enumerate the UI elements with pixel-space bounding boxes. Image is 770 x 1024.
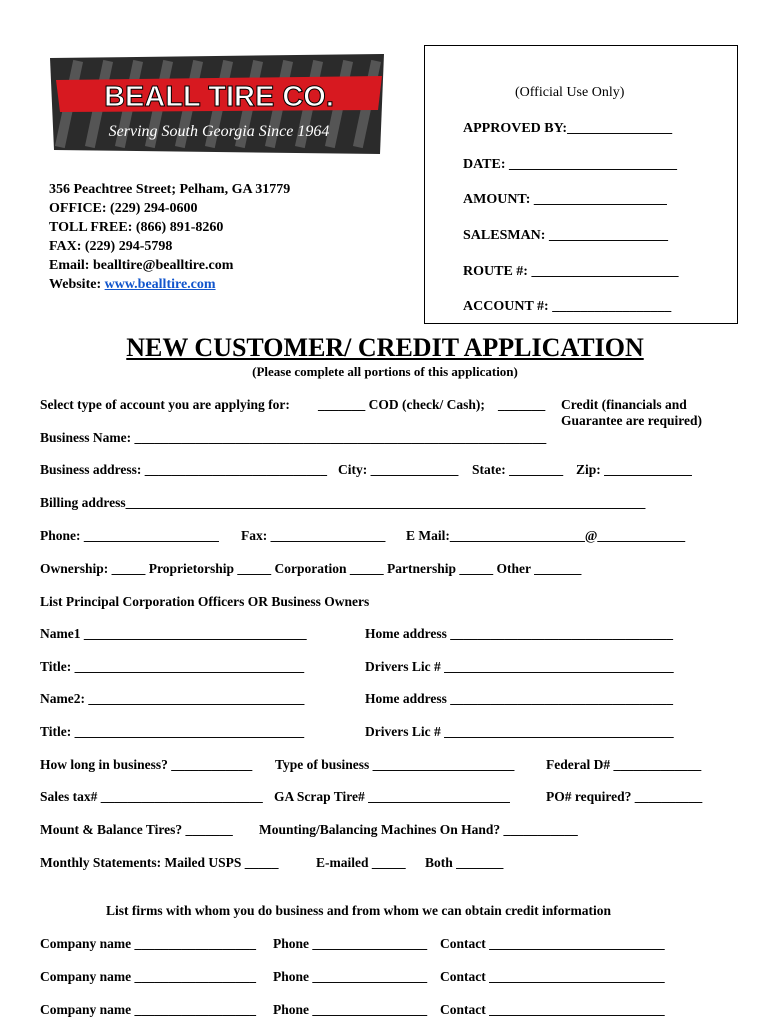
ga-scrap-field[interactable]: GA Scrap Tire# _____________________ bbox=[274, 789, 510, 804]
toll-free-text: TOLL FREE: (866) 891-8260 bbox=[49, 220, 224, 235]
zip-field[interactable]: Zip: _____________ bbox=[576, 462, 692, 477]
company1-contact-field[interactable]: Contact __________________________ bbox=[440, 936, 665, 951]
svg-text:Serving South Georgia Since 19: Serving South Georgia Since 1964 bbox=[108, 123, 330, 140]
type-of-business-field[interactable]: Type of business _____________________ bbox=[275, 757, 515, 772]
name1-field[interactable]: Name1 _________________________________ bbox=[40, 626, 307, 641]
federal-id-field[interactable]: Federal D# _____________ bbox=[546, 757, 702, 772]
phone-field[interactable]: Phone: ____________________ bbox=[40, 528, 219, 543]
company2-phone-field[interactable]: Phone _________________ bbox=[273, 969, 428, 984]
city-field[interactable]: City: _____________ bbox=[338, 462, 459, 477]
business-name-field[interactable]: Business Name: _____________________________________________________________ bbox=[40, 430, 547, 445]
website-line bbox=[49, 275, 290, 294]
page-subtitle: (Please complete all portions of this application) bbox=[252, 364, 518, 379]
machines-on-hand-field[interactable]: Mounting/Balancing Machines On Hand? ___________ bbox=[259, 822, 578, 837]
company2-contact-field[interactable]: Contact __________________________ bbox=[440, 969, 665, 984]
po-required-field[interactable]: PO# required? __________ bbox=[546, 789, 703, 804]
fax-text: FAX: (229) 294-5798 bbox=[49, 239, 173, 254]
office-phone-text: OFFICE: (229) 294-0600 bbox=[49, 201, 198, 216]
website-link[interactable]: www.bealltire.com bbox=[104, 277, 216, 292]
company2-name-field[interactable]: Company name __________________ bbox=[40, 969, 257, 984]
company3-contact-field[interactable]: Contact __________________________ bbox=[440, 1002, 665, 1017]
address-text: 356 Peachtree Street; Pelham, GA 31779 bbox=[49, 182, 291, 197]
drivers-lic1-field[interactable]: Drivers Lic # __________________________________ bbox=[365, 659, 674, 674]
company1-name-field[interactable]: Company name __________________ bbox=[40, 936, 257, 951]
how-long-field[interactable]: How long in business? ____________ bbox=[40, 757, 253, 772]
drivers-lic2-field[interactable]: Drivers Lic # __________________________________ bbox=[365, 724, 674, 739]
monthly-statements-field[interactable]: Monthly Statements: Mailed USPS _____ bbox=[40, 855, 279, 870]
officers-heading: List Principal Corporation Officers OR Business Owners bbox=[40, 594, 370, 609]
both-field[interactable]: Both _______ bbox=[425, 855, 504, 870]
credit-option-line2: Guarantee are required) bbox=[561, 413, 702, 428]
fax-field[interactable]: Fax: _________________ bbox=[241, 528, 386, 543]
account-field[interactable]: ACCOUNT #: _________________ bbox=[463, 299, 672, 314]
email-text: Email: bealltire@bealltire.com bbox=[49, 258, 234, 273]
svg-text:BEALL TIRE CO.: BEALL TIRE CO. bbox=[104, 81, 334, 113]
amount-field[interactable]: AMOUNT: ___________________ bbox=[463, 192, 667, 207]
route-field[interactable]: ROUTE #: _____________________ bbox=[463, 264, 679, 279]
home-address1-field[interactable]: Home address _________________________________ bbox=[365, 626, 674, 641]
ownership-field[interactable]: Ownership: _____ Proprietorship _____ Corporation _____ Partnership _____ Other _______ bbox=[40, 561, 582, 576]
salesman-field[interactable]: SALESMAN: _________________ bbox=[463, 228, 668, 243]
name2-field[interactable]: Name2: ________________________________ bbox=[40, 691, 305, 706]
company3-phone-field[interactable]: Phone _________________ bbox=[273, 1002, 428, 1017]
page-title bbox=[0, 333, 770, 363]
home-address2-field[interactable]: Home address _________________________________ bbox=[365, 691, 674, 706]
company1-phone-field[interactable]: Phone _________________ bbox=[273, 936, 428, 951]
billing-address-field[interactable]: Billing address_____________________________________________________________________________ bbox=[40, 495, 646, 510]
email-field[interactable]: E Mail:____________________@_____________ bbox=[406, 528, 686, 543]
cod-option[interactable]: _______ COD (check/ Cash); bbox=[318, 397, 485, 412]
company3-name-field[interactable]: Company name __________________ bbox=[40, 1002, 257, 1017]
website-label: Website: bbox=[49, 277, 105, 292]
date-field[interactable]: DATE: ________________________ bbox=[463, 157, 678, 172]
emailed-field[interactable]: E-mailed _____ bbox=[316, 855, 406, 870]
sales-tax-field[interactable]: Sales tax# ________________________ bbox=[40, 789, 263, 804]
approved-by-field[interactable]: APPROVED BY:_______________ bbox=[463, 121, 673, 136]
official-use-heading: (Official Use Only) bbox=[515, 85, 625, 100]
mount-balance-field[interactable]: Mount & Balance Tires? _______ bbox=[40, 822, 233, 837]
state-field[interactable]: State: ________ bbox=[472, 462, 564, 477]
contact-block bbox=[49, 180, 290, 294]
title1-field[interactable]: Title: __________________________________ bbox=[40, 659, 305, 674]
page-title-text: NEW CUSTOMER/ CREDIT APPLICATION bbox=[126, 333, 644, 362]
account-type-label: Select type of account you are applying for: bbox=[40, 397, 290, 412]
business-address-field[interactable]: Business address: ___________________________ bbox=[40, 462, 328, 477]
credit-blank[interactable]: _______ bbox=[498, 397, 546, 412]
firms-heading: List firms with whom you do business and from whom we can obtain credit information bbox=[106, 903, 612, 918]
credit-option-line1: Credit (financials and bbox=[561, 397, 687, 412]
company-logo bbox=[44, 50, 389, 158]
title2-field[interactable]: Title: __________________________________ bbox=[40, 724, 305, 739]
